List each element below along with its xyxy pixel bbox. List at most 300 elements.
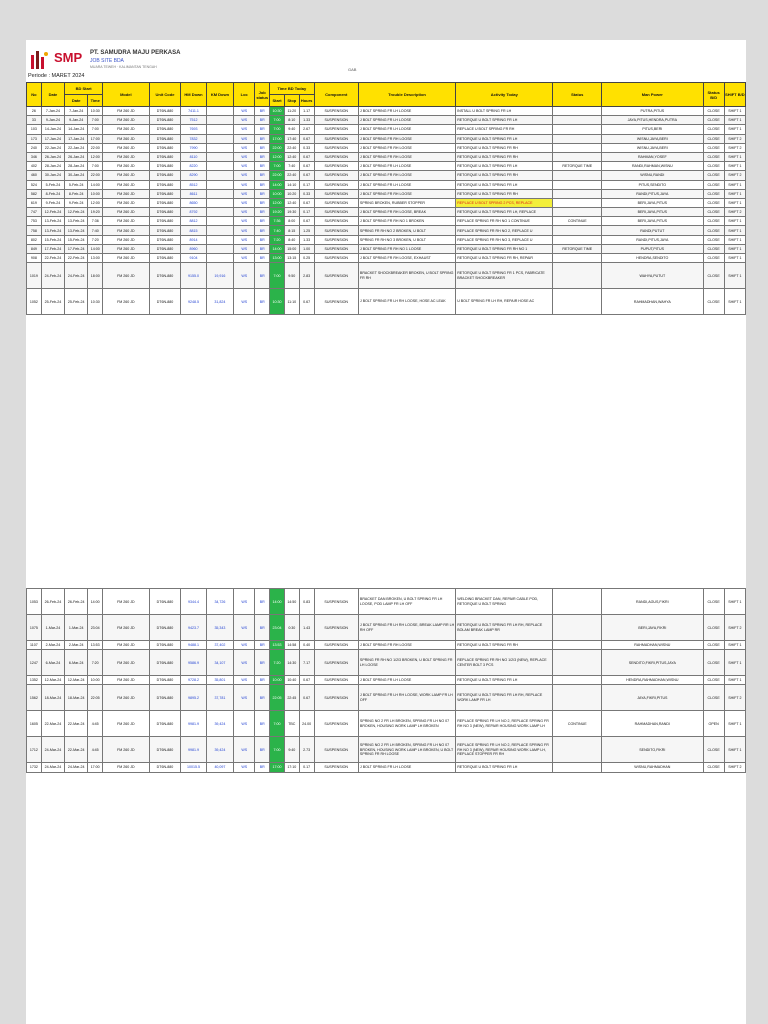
cell-hm: 9344.4 — [181, 589, 206, 615]
cell-model: FM 260 JD — [103, 217, 150, 226]
cell-hours: 0.67 — [299, 134, 314, 143]
cell-hours: 1.33 — [299, 116, 314, 125]
cell-unit: DT6N-880 — [149, 217, 181, 226]
cell-trouble: BRACKET SHOCKBREAKER BROKEN, U BOLT SPRING FR RH — [358, 263, 455, 289]
cell-activity: RETORQUE U BOLT SPRING FR LH RH, REPLACE WORK LAMP FR LH — [456, 685, 553, 711]
cell-stop: 12:40 — [284, 152, 299, 161]
cell-comp: SUSPENSION — [314, 217, 358, 226]
cell-trouble: J BOLT SPRING FR RH LOOSE — [358, 189, 455, 198]
cell-trouble: J BOLT SPRING FR RH NO 1 BROKEN — [358, 217, 455, 226]
cell-date: 9-Jan-24 — [41, 116, 64, 125]
cell-date: 5-Feb-24 — [41, 180, 64, 189]
cell-no: 1562 — [27, 685, 42, 711]
cell-trouble: SPRING NO 2 FR LH BROKEN, SPRING FR LH NO 07 BROKEN, HOUSING WORK LAMP LH BROKEN — [358, 711, 455, 737]
cell-hours: 2.83 — [299, 263, 314, 289]
cell-stop: 17:10 — [284, 763, 299, 772]
cell-km — [206, 189, 233, 198]
cell-time: 10:30 — [88, 289, 103, 315]
cell-sbd: CLOSE — [703, 650, 724, 676]
col-component: Component — [314, 83, 358, 107]
cell-hm: 9248.5 — [181, 289, 206, 315]
cell-shift: SHIFT 1 — [724, 711, 745, 737]
cell-status — [553, 180, 602, 189]
table-body-bottom — [27, 589, 746, 773]
cell-time: 22:05 — [88, 685, 103, 711]
company-logo-icon — [30, 49, 50, 71]
col-status: Status — [553, 83, 602, 107]
cell-loc: WS — [234, 676, 255, 685]
cell-loc: WS — [234, 116, 255, 125]
cell-trouble: J BOLT SPRING FR LH LOOSE — [358, 162, 455, 171]
cell-trouble: J BOLT SPRING FR RH LOOSE — [358, 641, 455, 650]
table-row — [27, 217, 746, 226]
cell-hm: 8960 — [181, 244, 206, 253]
cell-no: 460 — [27, 171, 42, 180]
cell-hours: 0.33 — [299, 189, 314, 198]
cell-km — [206, 143, 233, 152]
cell-job: BR — [255, 685, 270, 711]
cell-job: BR — [255, 650, 270, 676]
cell-sbd: CLOSE — [703, 289, 724, 315]
cell-hours: 1.25 — [299, 226, 314, 235]
cell-hm: 8220 — [181, 162, 206, 171]
cell-status — [553, 134, 602, 143]
cell-loc: WS — [234, 125, 255, 134]
cell-date: 25-Feb-24 — [41, 289, 64, 315]
cell-loc: WS — [234, 685, 255, 711]
cell-comp: SUSPENSION — [314, 116, 358, 125]
table-row — [27, 589, 746, 615]
cell-model: FM 260 JD — [103, 685, 150, 711]
cell-km: 37,781 — [206, 685, 233, 711]
cell-date: 24-Mar-24 — [41, 737, 64, 763]
cell-model: FM 260 JD — [103, 162, 150, 171]
cell-comp: SUSPENSION — [314, 685, 358, 711]
cell-km: 31,824 — [206, 289, 233, 315]
cell-start: 12:00 — [270, 152, 285, 161]
cell-comp: SUSPENSION — [314, 763, 358, 772]
cell-start: 7:00 — [270, 737, 285, 763]
cell-start: 14:00 — [270, 180, 285, 189]
table-row — [27, 116, 746, 125]
cell-hm: 8914 — [181, 235, 206, 244]
cell-job: BR — [255, 116, 270, 125]
cell-loc: WS — [234, 189, 255, 198]
cell-hours: 7.17 — [299, 650, 314, 676]
cell-status — [553, 171, 602, 180]
cell-comp: SUSPENSION — [314, 162, 358, 171]
cell-mp: BERI,JAYA,PITUS — [602, 217, 703, 226]
cell-activity: RETORQUE U BOLT SPRING FR LH — [456, 180, 553, 189]
table-row — [27, 289, 746, 315]
cell-no: 908 — [27, 254, 42, 263]
cell-time: 19:20 — [88, 208, 103, 217]
cell-start: 10:00 — [270, 189, 285, 198]
cell-comp: SUSPENSION — [314, 589, 358, 615]
cell-stop: 9:50 — [284, 263, 299, 289]
cell-date2: 24-Mar-24 — [65, 763, 88, 772]
cell-date: 24-Feb-24 — [41, 263, 64, 289]
cell-comp: SUSPENSION — [314, 107, 358, 116]
cell-status: RETORQUE TIME — [553, 162, 602, 171]
cell-loc: WS — [234, 208, 255, 217]
cell-stop: 22:40 — [284, 143, 299, 152]
cell-activity: WELDING BRACKET DAN, REPAIR CABLE POD, RETORQUE U BOLT SPRING — [456, 589, 553, 615]
cell-job: BR — [255, 208, 270, 217]
cell-unit: DT6N-880 — [149, 107, 181, 116]
cell-status: CONTINUE — [553, 711, 602, 737]
cell-date: 17-Feb-24 — [41, 244, 64, 253]
cell-mp: WISNU,RANDI — [602, 171, 703, 180]
cell-date2: 17-Feb-24 — [65, 244, 88, 253]
cell-job: BR — [255, 198, 270, 207]
cell-model: FM 260 JD — [103, 125, 150, 134]
cell-sbd: CLOSE — [703, 589, 724, 615]
cell-start: 13:00 — [270, 254, 285, 263]
cell-unit: DT6N-880 — [149, 226, 181, 235]
cell-model: FM 260 JD — [103, 641, 150, 650]
cell-hm: 8815 — [181, 226, 206, 235]
cell-time: 10:00 — [88, 189, 103, 198]
cell-loc: WS — [234, 152, 255, 161]
cell-loc: WS — [234, 226, 255, 235]
cell-time: 13:00 — [88, 254, 103, 263]
cell-activity: RETORQUE U BOLT SPRING FR LH — [456, 763, 553, 772]
cell-loc: WS — [234, 143, 255, 152]
table-row — [27, 263, 746, 289]
table-row — [27, 615, 746, 641]
col-activity: Activity Today — [456, 83, 553, 107]
cell-comp: SUSPENSION — [314, 289, 358, 315]
cell-status — [553, 737, 602, 763]
col-km-down: KM Down — [206, 83, 233, 107]
cell-status — [553, 208, 602, 217]
cell-time: 17:00 — [88, 134, 103, 143]
cell-model: FM 260 JD — [103, 289, 150, 315]
cell-date: 14-Jan-24 — [41, 125, 64, 134]
cell-shift: SHIFT 2 — [724, 615, 745, 641]
cell-date: 18-Mar-24 — [41, 685, 64, 711]
cell-job: BR — [255, 217, 270, 226]
cell-model: FM 260 JD — [103, 198, 150, 207]
cell-date2: 26-Feb-24 — [65, 589, 88, 615]
cell-hours: 0.67 — [299, 685, 314, 711]
cell-stop: 8:15 — [284, 226, 299, 235]
cell-unit: DT6N-880 — [149, 685, 181, 711]
cell-trouble: J BOLT SPRING FR LH RH LOOSE, HOSE AC LEAK — [358, 289, 455, 315]
cell-hours: 0.17 — [299, 208, 314, 217]
cell-stop: 10:20 — [284, 189, 299, 198]
cell-loc: WS — [234, 289, 255, 315]
cell-date: 13-Feb-24 — [41, 226, 64, 235]
cell-mp: RAHMAN,YOSEF — [602, 152, 703, 161]
cell-start: 7:00 — [270, 162, 285, 171]
cell-status — [553, 125, 602, 134]
cell-start: 10:30 — [270, 289, 285, 315]
cell-mp: WISNU,RAHMADHAN — [602, 763, 704, 772]
cell-mp: RANDI,PITUS,JAYA — [602, 235, 703, 244]
cell-trouble: J BOLT SPRING FR RH LOOSE — [358, 143, 455, 152]
cell-loc: WS — [234, 217, 255, 226]
cell-hours: 1.33 — [299, 235, 314, 244]
cell-mp: RANDI,PUTUT — [602, 226, 703, 235]
cell-loc: WS — [234, 641, 255, 650]
table-row — [27, 737, 746, 763]
cell-km — [206, 180, 233, 189]
cell-mp: RAHMADHAN,WISNU — [602, 641, 704, 650]
breakdown-table-top — [26, 82, 746, 315]
cell-no: 1075 — [27, 615, 42, 641]
cell-km: 34,107 — [206, 650, 233, 676]
cell-unit: DT6N-880 — [149, 162, 181, 171]
cell-date2: 22-Mar-24 — [65, 711, 88, 737]
cell-sbd: CLOSE — [703, 162, 724, 171]
cell-unit: DT6N-880 — [149, 763, 181, 772]
cell-sbd: CLOSE — [703, 107, 724, 116]
cell-time: 13:53 — [88, 641, 103, 650]
cell-comp: SUSPENSION — [314, 226, 358, 235]
cell-hours: 1.43 — [299, 615, 314, 641]
cell-shift: SHIFT 2 — [724, 134, 745, 143]
cell-stop: 7:40 — [284, 162, 299, 171]
cell-km — [206, 208, 233, 217]
cell-sbd: OPEN — [703, 711, 724, 737]
cell-date: 8-Feb-24 — [41, 189, 64, 198]
cell-date2: 7-Jan-24 — [65, 107, 88, 116]
cell-status — [553, 226, 602, 235]
cell-shift: SHIFT 1 — [724, 152, 745, 161]
cell-time: 12:00 — [88, 152, 103, 161]
cell-shift: SHIFT 1 — [724, 116, 745, 125]
cell-stop: 14:50 — [284, 589, 299, 615]
cell-shift: SHIFT 2 — [724, 143, 745, 152]
cell-date2: 22-Jan-24 — [65, 143, 88, 152]
cell-start: 7:40 — [270, 226, 285, 235]
cell-model: FM 260 JD — [103, 615, 150, 641]
cell-stop: TBC — [284, 711, 299, 737]
cell-shift: SHIFT 2 — [724, 171, 745, 180]
cell-activity: REPLACE SPRING FR LH NO 2, REPLACE SPRING FR RH NO 3 (NEW), REPAIR HOUSING WORK LAMP LH — [456, 711, 553, 737]
cell-loc: WS — [234, 589, 255, 615]
cell-hm: 8812 — [181, 217, 206, 226]
cell-trouble: J BOLT SPRING FR RH LOOSE, EXHAUST — [358, 254, 455, 263]
cell-km — [206, 152, 233, 161]
cell-activity: RETORQUE U BOLT SPRING FR RH — [456, 143, 553, 152]
cell-no: 758 — [27, 226, 42, 235]
cell-start: 14:00 — [270, 244, 285, 253]
cell-mp: WAHYA,PUTUT — [602, 263, 703, 289]
cell-shift: SHIFT 1 — [724, 737, 745, 763]
cell-no: 1712 — [27, 737, 42, 763]
cell-date: 7-Jan-24 — [41, 107, 64, 116]
cell-activity: RETORQUE U BOLT SPRING FR LH — [456, 162, 553, 171]
cell-km — [206, 244, 233, 253]
cell-loc: WS — [234, 763, 255, 772]
cell-unit: DT6N-880 — [149, 116, 181, 125]
cell-start: 13:53 — [270, 641, 285, 650]
cell-hm: 9155.0 — [181, 263, 206, 289]
cell-job: BR — [255, 125, 270, 134]
cell-stop: 8:40 — [284, 235, 299, 244]
cell-status: CONTINUE — [553, 217, 602, 226]
table-row — [27, 180, 746, 189]
cell-shift: SHIFT 1 — [724, 589, 745, 615]
cell-km — [206, 226, 233, 235]
col-loc: Loc — [234, 83, 255, 107]
cell-unit: DT6N-880 — [149, 134, 181, 143]
cell-date2: 14-Jan-24 — [65, 125, 88, 134]
table-row — [27, 641, 746, 650]
cell-shift: SHIFT 1 — [724, 289, 745, 315]
cell-hm: 9728.2 — [181, 676, 206, 685]
cell-time: 4:45 — [88, 711, 103, 737]
cell-sbd: CLOSE — [703, 171, 724, 180]
col-job-status: Job status — [255, 83, 270, 107]
cell-time: 12:00 — [88, 198, 103, 207]
cell-trouble: J BOLT SPRING FR RH LOOSE — [358, 152, 455, 161]
cell-activity: REPLACE U BOLT SPRING FR RH — [456, 125, 553, 134]
cell-no: 173 — [27, 134, 42, 143]
cell-unit: DT6N-880 — [149, 289, 181, 315]
cell-sbd: CLOSE — [703, 152, 724, 161]
cell-km — [206, 198, 233, 207]
col-man-power: Man Power — [602, 83, 703, 107]
cell-model: FM 260 JD — [103, 152, 150, 161]
cell-loc: WS — [234, 107, 255, 116]
cell-job: BR — [255, 152, 270, 161]
cell-start: 17:00 — [270, 134, 285, 143]
cell-shift: SHIFT 1 — [724, 107, 745, 116]
col-unit-code: Unit Code — [149, 83, 181, 107]
col-bd-date: Date — [65, 95, 88, 107]
cell-no: 1605 — [27, 711, 42, 737]
cell-date: 22-Mar-24 — [41, 711, 64, 737]
cell-time: 18:00 — [88, 263, 103, 289]
cell-unit: DT6N-880 — [149, 198, 181, 207]
cell-model: FM 260 JD — [103, 254, 150, 263]
cell-model: FM 260 JD — [103, 235, 150, 244]
cell-sbd: CLOSE — [703, 737, 724, 763]
cell-model: FM 260 JD — [103, 737, 150, 763]
cell-trouble: SPRING NO 2 FR LH BROKEN, SPRING FR LH NO 07 BROKEN, HOUSING WORK LAMP LH BROKEN, U BOLT SPRING FR RH LOOSE — [358, 737, 455, 763]
cell-hm: 8792 — [181, 208, 206, 217]
cell-km — [206, 116, 233, 125]
cell-activity: RETORQUE U BOLT SPRING FR RH NO 1 — [456, 244, 553, 253]
cell-sbd: CLOSE — [703, 615, 724, 641]
cell-km: 34,726 — [206, 589, 233, 615]
cell-trouble: SPRING FR RH NO 1/2/3 BROKEN, U BOLT SPRING FR LH LOOSE — [358, 650, 455, 676]
cell-status — [553, 589, 602, 615]
cell-shift: SHIFT 1 — [724, 263, 745, 289]
periode-label: Periode : MARET 2024 — [28, 73, 85, 79]
cell-time: 7:00 — [88, 162, 103, 171]
company-tagline: MUARA TEWEH · KALIMANTAN TENGAH — [90, 65, 157, 69]
cell-start: 7:00 — [270, 125, 285, 134]
cell-start: 14:00 — [270, 589, 285, 615]
cell-unit: DT6N-880 — [149, 244, 181, 253]
cell-date2: 9-Feb-24 — [65, 198, 88, 207]
table-body-top — [27, 107, 746, 315]
cell-time: 22:00 — [88, 143, 103, 152]
cell-loc: WS — [234, 162, 255, 171]
cell-time: 14:00 — [88, 244, 103, 253]
cell-unit: DT6N-880 — [149, 180, 181, 189]
cell-mp: SENDITO,FIKRI,PITUS,JAYA — [602, 650, 704, 676]
cell-trouble: J BOLT SPRING FR LH LOOSE — [358, 763, 455, 772]
cell-time: 7:00 — [88, 116, 103, 125]
cell-unit: DT6N-880 — [149, 125, 181, 134]
cell-mp: RANDI,AGUS,FIKRI — [602, 589, 704, 615]
cell-activity: REPLACE SPRING FR RH NO 1 CONTINUE — [456, 217, 553, 226]
cell-mp: PITUS,SENDITO — [602, 180, 703, 189]
cell-km — [206, 217, 233, 226]
cell-hm: 8110 — [181, 152, 206, 161]
cell-time: 22:00 — [88, 171, 103, 180]
cell-model: FM 260 JD — [103, 143, 150, 152]
cell-stop: 12:40 — [284, 198, 299, 207]
table-row — [27, 711, 746, 737]
cell-no: 747 — [27, 208, 42, 217]
cell-mp: RANDI,PITUS,JAYA — [602, 189, 703, 198]
col-status-bd: Status B/D — [703, 83, 724, 107]
cell-start: 7:20 — [270, 650, 285, 676]
cell-shift: SHIFT 1 — [724, 235, 745, 244]
table-row — [27, 107, 746, 116]
cell-job: BR — [255, 289, 270, 315]
cell-date: 12-Mar-24 — [41, 676, 64, 685]
cell-trouble: J BOLT SPRING FR RH NO 1 LOOSE — [358, 244, 455, 253]
cell-no: 582 — [27, 189, 42, 198]
cell-date: 9-Feb-24 — [41, 198, 64, 207]
cell-job: BR — [255, 171, 270, 180]
cell-date2: 17-Jan-24 — [65, 134, 88, 143]
cell-stop: 22:40 — [284, 171, 299, 180]
cell-hm: 8611 — [181, 189, 206, 198]
cell-hours: 0.67 — [299, 171, 314, 180]
table-row — [27, 226, 746, 235]
cell-hm: 9104 — [181, 254, 206, 263]
cell-stop: 8:00 — [284, 217, 299, 226]
cell-time: 7:20 — [88, 650, 103, 676]
cell-activity: RETORQUE U BOLT SPRING FR RH — [456, 641, 553, 650]
cell-mp: JAYA,FIKRI,PITUS — [602, 685, 704, 711]
cell-job: BR — [255, 162, 270, 171]
cell-date2: 22-Mar-24 — [65, 737, 88, 763]
cell-date: 22-Feb-24 — [41, 254, 64, 263]
cell-date2: 28-Jan-24 — [65, 162, 88, 171]
cell-time: 10:30 — [88, 107, 103, 116]
cell-stop: 11:20 — [284, 107, 299, 116]
cell-job: BR — [255, 615, 270, 641]
table-row — [27, 685, 746, 711]
cell-loc: WS — [234, 615, 255, 641]
table-row — [27, 208, 746, 217]
cell-stop: 22:45 — [284, 685, 299, 711]
cell-mp: PUPUT,PITUS — [602, 244, 703, 253]
cell-shift: SHIFT 1 — [724, 244, 745, 253]
table-row — [27, 763, 746, 772]
cell-status — [553, 685, 602, 711]
cell-start: 17:00 — [270, 763, 285, 772]
cell-status: RETORQUE TIME — [553, 244, 602, 253]
cell-unit: DT6N-880 — [149, 589, 181, 615]
cell-model: FM 260 JD — [103, 711, 150, 737]
cell-hours: 0.25 — [299, 254, 314, 263]
cell-comp: SUSPENSION — [314, 189, 358, 198]
cell-start: 7:00 — [270, 711, 285, 737]
cell-no: 1053 — [27, 589, 42, 615]
cell-hours: 1.00 — [299, 244, 314, 253]
